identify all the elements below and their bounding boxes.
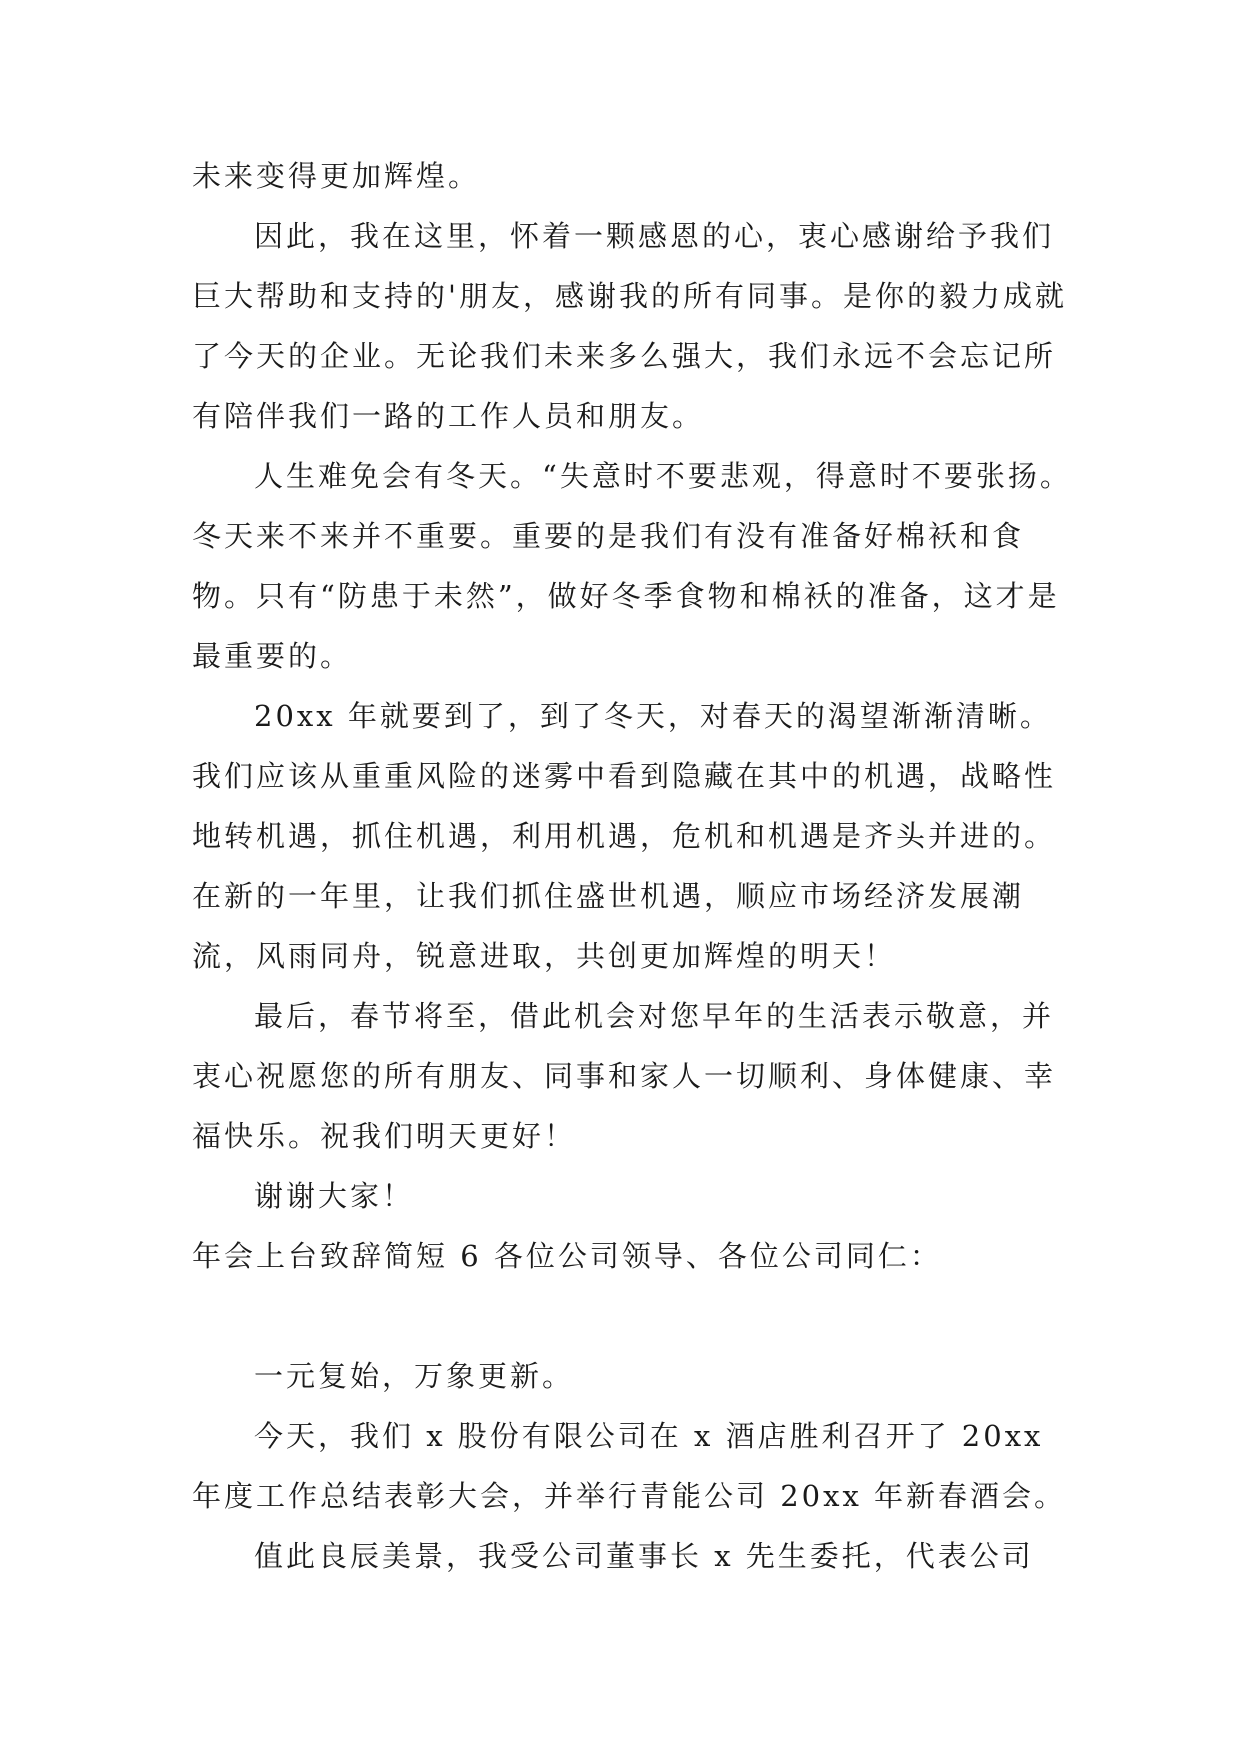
paragraph-wishes: 最后，春节将至，借此机会对您早年的生活表示敬意，并衷心祝愿您的所有朋友、同事和家人一切顺利、身体健康、幸福快乐。祝我们明天更好！ bbox=[192, 999, 1057, 1153]
paragraph-thanks: 谢谢大家！ bbox=[254, 1179, 415, 1213]
paragraph-continuation: 未来变得更加辉煌。 bbox=[192, 159, 481, 193]
blank-line bbox=[192, 1286, 1072, 1346]
document-body bbox=[192, 146, 1072, 1586]
section-heading: 年会上台致辞简短 6 各位公司领导、各位公司同仁： bbox=[192, 1239, 942, 1273]
paragraph-gratitude: 因此，我在这里，怀着一颗感恩的心，衷心感谢给予我们巨大帮助和支持的'朋友，感谢我的所有同事。是你的毅力成就了今天的企业。无论我们未来多么强大，我们永远不会忘记所有陪伴我们一路的工作人员和朋友。 bbox=[192, 219, 1067, 433]
paragraph-on-behalf: 值此良辰美景，我受公司董事长 x 先生委托，代表公司 bbox=[254, 1539, 1034, 1573]
paragraph-meeting: 今天，我们 x 股份有限公司在 x 酒店胜利召开了 20xx 年度工作总结表彰大会，并举行青能公司 20xx 年新春酒会。 bbox=[192, 1419, 1067, 1513]
paragraph-winter: 人生难免会有冬天。“失意时不要悲观，得意时不要张扬。冬天来不来并不重要。重要的是我们有没有准备好棉袄和食物。只有“防患于未然”，做好冬季食物和棉袄的准备，这才是最重要的。 bbox=[192, 459, 1072, 673]
paragraph-opening: 一元复始，万象更新。 bbox=[254, 1359, 575, 1393]
paragraph-new-year: 20xx 年就要到了，到了冬天，对春天的渴望渐渐清晰。我们应该从重重风险的迷雾中看到隐藏在其中的机遇，战略性地转机遇，抓住机遇，利用机遇，危机和机遇是齐头并进的。在新的一年里，让我们抓住盛世机遇，顺应市场经济发展潮流，风雨同舟，锐意进取，共创更加辉煌的明天！ bbox=[192, 699, 1057, 973]
